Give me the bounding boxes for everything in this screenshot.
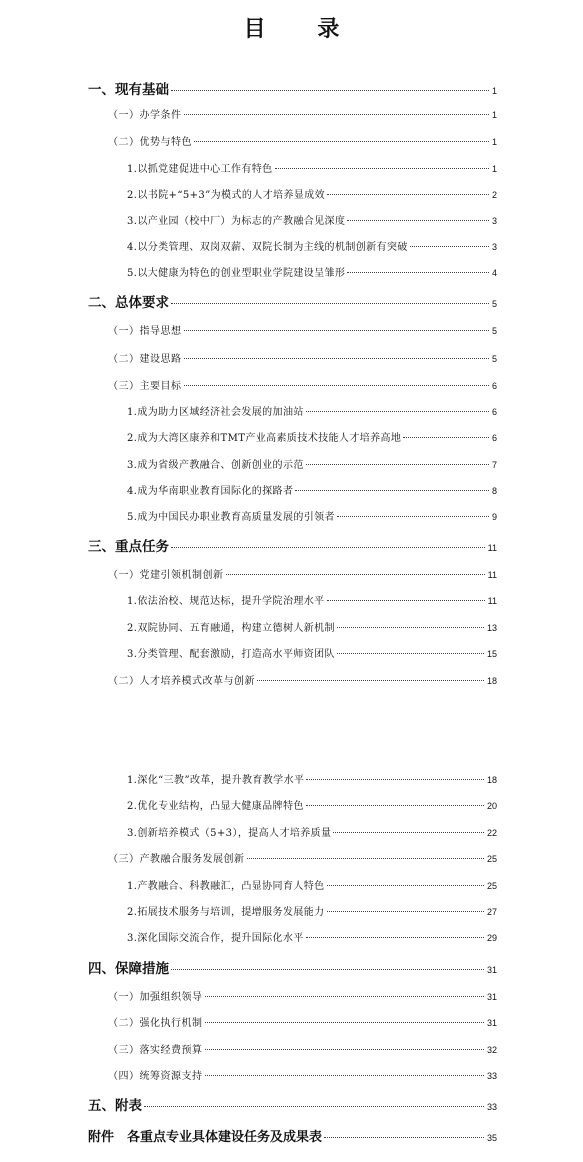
dot-leader <box>410 246 489 247</box>
toc-entry-title: 附件 各重点专业具体建设任务及成果表 <box>88 1130 323 1145</box>
toc-page-number: 25 <box>486 881 497 891</box>
toc-entry[interactable] <box>88 957 497 977</box>
dot-leader <box>337 653 484 654</box>
toc-entry-title: （一）加强组织领导 <box>108 992 203 1003</box>
dot-leader <box>184 114 489 115</box>
toc-page-number: 32 <box>486 1045 497 1055</box>
toc-entry[interactable] <box>127 771 497 791</box>
toc-entry[interactable] <box>88 1126 497 1146</box>
toc-page-number: 18 <box>486 676 497 686</box>
dot-leader <box>144 1106 484 1107</box>
dot-leader <box>333 832 484 833</box>
dot-leader <box>184 330 489 331</box>
toc-entry-title: 一、现有基础 <box>88 82 169 98</box>
toc-entry-title: （二）优势与特色 <box>108 137 192 148</box>
dot-leader <box>327 911 484 912</box>
toc-entry[interactable] <box>108 566 497 586</box>
toc-entry[interactable] <box>108 377 497 397</box>
dot-leader <box>295 490 489 491</box>
toc-page-number: 31 <box>486 992 497 1002</box>
toc-page-number: 8 <box>491 486 497 496</box>
toc-entry-title: 1.深化“三教”改革，提升教育教学水平 <box>127 775 305 786</box>
toc-page-number: 3 <box>491 242 497 252</box>
dot-leader <box>327 194 489 195</box>
toc-entry[interactable] <box>127 903 497 923</box>
toc-entry[interactable] <box>127 797 497 817</box>
toc-entry[interactable] <box>127 403 497 423</box>
toc-entry[interactable] <box>127 877 497 897</box>
dot-leader <box>184 358 489 359</box>
toc-entry[interactable] <box>88 535 497 555</box>
toc-page-number: 1 <box>491 86 497 96</box>
dot-leader <box>171 303 489 304</box>
toc-page-number: 5 <box>491 299 497 309</box>
toc-page-number: 25 <box>486 854 497 864</box>
toc-entry-title: 1.成为助力区域经济社会发展的加油站 <box>127 407 304 418</box>
toc-entry-title: 2.优化专业结构，凸显大健康品牌特色 <box>127 801 304 812</box>
toc-page-number: 1 <box>491 110 497 120</box>
toc-entry[interactable] <box>108 322 497 342</box>
toc-page-number: 29 <box>486 933 497 943</box>
toc-page-number: 33 <box>486 1102 497 1112</box>
dot-leader <box>275 168 489 169</box>
dot-leader <box>347 272 489 273</box>
toc-entry[interactable] <box>127 645 497 665</box>
dot-leader <box>327 885 484 886</box>
toc-entry-title: 四、保障措施 <box>88 961 169 977</box>
toc-page-number: 9 <box>491 512 497 522</box>
toc-page-number: 6 <box>491 407 497 417</box>
toc-page-number: 13 <box>486 623 497 633</box>
toc-entry[interactable] <box>88 78 497 98</box>
toc-page-number: 6 <box>491 381 497 391</box>
toc-entry-title: 3.创新培养模式（5+3），提高人才培养质量 <box>127 828 332 839</box>
toc-page-number: 7 <box>491 460 497 470</box>
toc-title: 目 录 <box>243 16 362 42</box>
dot-leader <box>171 90 489 91</box>
dot-leader <box>306 411 489 412</box>
toc-entry-title: 三、重点任务 <box>88 539 169 555</box>
toc-entry-title: （三）落实经费预算 <box>108 1045 203 1056</box>
toc-entry[interactable] <box>127 429 497 449</box>
toc-entry-title: 1.产教融合、科教融汇，凸显协同育人特色 <box>127 881 325 892</box>
toc-entry[interactable] <box>127 929 497 949</box>
toc-page-number: 5 <box>491 326 497 336</box>
toc-entry[interactable] <box>88 1094 497 1114</box>
toc-page-number: 4 <box>491 268 497 278</box>
dot-leader <box>337 516 489 517</box>
toc-entry[interactable] <box>127 508 497 528</box>
toc-entry[interactable] <box>88 291 497 311</box>
dot-leader <box>184 385 489 386</box>
toc-entry[interactable] <box>127 186 497 206</box>
toc-entry-title: （四）统筹资源支持 <box>108 1071 203 1082</box>
toc-page-number: 6 <box>491 433 497 443</box>
toc-page-number: 33 <box>486 1071 497 1081</box>
toc-entry[interactable] <box>108 350 497 370</box>
toc-entry[interactable] <box>127 482 497 502</box>
toc-entry[interactable] <box>127 212 497 232</box>
toc-page-number: 1 <box>491 164 497 174</box>
dot-leader <box>306 464 489 465</box>
toc-page-number: 11 <box>487 596 497 606</box>
dot-leader <box>226 574 485 575</box>
toc-entry-title: 3.深化国际交流合作，提升国际化水平 <box>127 933 304 944</box>
dot-leader <box>205 1022 484 1023</box>
dot-leader <box>327 600 485 601</box>
dot-leader <box>306 779 484 780</box>
dot-leader <box>205 996 484 997</box>
toc-page-number: 31 <box>486 965 497 975</box>
dot-leader <box>171 547 485 548</box>
dot-leader <box>205 1075 484 1076</box>
dot-leader <box>306 937 484 938</box>
toc-entry-title: （一）指导思想 <box>108 326 182 337</box>
toc-entry-title: 3.以产业园（校中厂）为标志的产教融合见深度 <box>127 216 346 227</box>
toc-entry-title: 五、附表 <box>88 1098 142 1114</box>
toc-entry-title: 4.成为华南职业教育国际化的探路者 <box>127 486 294 497</box>
toc-entry-title: 5.以大健康为特色的创业型职业学院建设呈雏形 <box>127 268 346 279</box>
toc-page-number: 3 <box>491 216 497 226</box>
dot-leader <box>347 220 489 221</box>
toc-entry-title: （三）主要目标 <box>108 381 182 392</box>
toc-page-number: 22 <box>486 828 497 838</box>
toc-page-number: 1 <box>491 137 497 147</box>
toc-entry[interactable] <box>108 1067 497 1087</box>
toc-page-number: 35 <box>486 1133 497 1143</box>
toc-entry-title: （一）党建引领机制创新 <box>108 570 224 581</box>
toc-entry[interactable] <box>127 264 497 284</box>
toc-entry-title: 3.分类管理、配套激励，打造高水平师资团队 <box>127 649 335 660</box>
toc-entry-title: 5.成为中国民办职业教育高质量发展的引领者 <box>127 512 335 523</box>
toc-entry-title: 2.成为大湾区康养和TMT产业高素质技术技能人才培养高地 <box>127 433 402 444</box>
toc-entry[interactable] <box>108 850 497 870</box>
toc-page-number: 11 <box>487 543 497 553</box>
toc-page-number: 11 <box>487 570 497 580</box>
toc-entry[interactable] <box>127 456 497 476</box>
toc-entry-title: 1.以抓党建促进中心工作有特色 <box>127 164 273 175</box>
dot-leader <box>403 437 489 438</box>
toc-entry-title: （二）建设思路 <box>108 354 182 365</box>
toc-entry-title: （三）产教融合服务发展创新 <box>108 854 245 865</box>
toc-entry-title: （二）人才培养模式改革与创新 <box>108 676 255 687</box>
dot-leader <box>306 805 484 806</box>
toc-page-number: 18 <box>486 775 497 785</box>
toc-entry[interactable] <box>127 592 497 612</box>
toc-entry[interactable] <box>108 1014 497 1034</box>
toc-entry-title: 2.以书院+“5+3”为模式的人才培养显成效 <box>127 190 326 201</box>
toc-page-number: 20 <box>486 801 497 811</box>
dot-leader <box>205 1049 484 1050</box>
toc-entry[interactable] <box>127 238 497 258</box>
toc-entry[interactable] <box>108 133 497 153</box>
toc-page-number: 27 <box>486 907 497 917</box>
dot-leader <box>324 1137 484 1138</box>
dot-leader <box>257 680 484 681</box>
toc-page-number: 2 <box>491 190 497 200</box>
toc-page-number: 15 <box>486 649 497 659</box>
toc-entry-title: （二）强化执行机制 <box>108 1018 203 1029</box>
toc-entry[interactable] <box>127 824 497 844</box>
toc-entry[interactable] <box>108 672 497 692</box>
toc-entry-title: 1.依法治校、规范达标，提升学院治理水平 <box>127 596 325 607</box>
toc-entry-title: 2.双院协同、五育融通，构建立德树人新机制 <box>127 623 335 634</box>
toc-entry[interactable] <box>127 619 497 639</box>
dot-leader <box>194 141 489 142</box>
dot-leader <box>247 858 484 859</box>
toc-entry[interactable] <box>108 106 497 126</box>
toc-entry-title: 4.以分类管理、双岗双薪、双院长制为主线的机制创新有突破 <box>127 242 408 253</box>
toc-entry-title: 2.拓展技术服务与培训，提增服务发展能力 <box>127 907 325 918</box>
dot-leader <box>337 627 484 628</box>
toc-page-number: 5 <box>491 354 497 364</box>
toc-entry[interactable] <box>108 1041 497 1061</box>
toc-page-number: 31 <box>486 1018 497 1028</box>
toc-entry[interactable] <box>127 160 497 180</box>
toc-entry[interactable] <box>108 988 497 1008</box>
toc-entry-title: 二、总体要求 <box>88 295 169 311</box>
toc-entry-title: （一）办学条件 <box>108 110 182 121</box>
dot-leader <box>171 969 484 970</box>
toc-entry-title: 3.成为省级产教融合、创新创业的示范 <box>127 460 304 471</box>
